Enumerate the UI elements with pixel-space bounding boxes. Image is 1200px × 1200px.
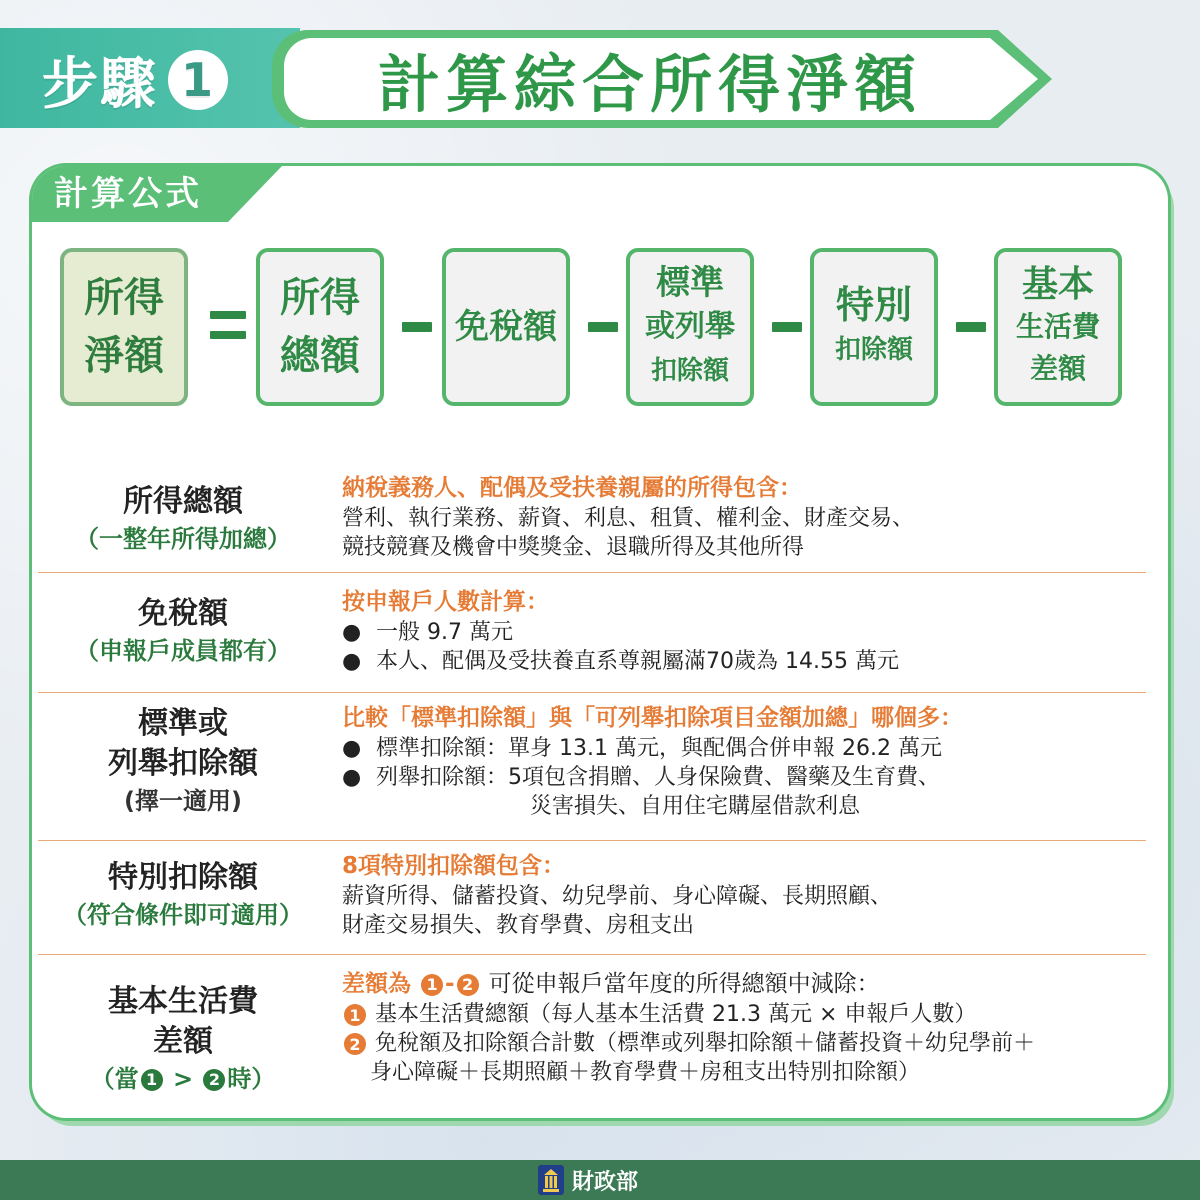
step-text: 步驟 — [42, 52, 158, 117]
formula-box-exemption — [442, 248, 570, 406]
row-subtitle: （符合條件即可適用） — [63, 901, 303, 929]
box-line: 所得 — [280, 275, 360, 321]
row-heading: 按申報戶人數計算： — [342, 589, 549, 615]
circled-number-1: 1 — [141, 1069, 163, 1091]
minus-sign — [772, 322, 802, 332]
formula-box-net-income — [60, 248, 188, 406]
formula-box-gross-income — [256, 248, 384, 406]
circled-number-1: 1 — [421, 974, 443, 996]
heading-text: - — [445, 971, 455, 997]
box-line: 淨額 — [84, 333, 164, 379]
row-subtitle: (擇一適用) — [124, 787, 242, 815]
bullet-item: ● 本人、配偶及受扶養直系尊親屬滿70歲為 14.55 萬元 — [342, 649, 899, 674]
item-2 — [342, 1029, 1142, 1058]
row-gross-income — [38, 466, 1146, 573]
subtitle-text: （當 — [90, 1065, 139, 1093]
row-content — [342, 850, 1142, 940]
minus-sign — [588, 322, 618, 332]
bullet-item: ● 一般 9.7 萬元 — [342, 620, 513, 645]
item-1 — [342, 1000, 1142, 1029]
row-line: 薪資所得、儲蓄投資、幼兒學前、身心障礙、長期照顧、 — [342, 884, 893, 909]
bullet-text: 列舉扣除額：5項包含捐贈、人身保險費、醫藥及生育費、 — [376, 765, 940, 790]
footer-org-name: 財政部 — [572, 1169, 639, 1195]
formula-box-standard-itemized — [626, 248, 754, 406]
box-line: 總額 — [280, 333, 360, 379]
box-line: 扣除額 — [834, 335, 913, 365]
row-line: 競技競賽及機會中獎獎金、退職所得及其他所得 — [342, 535, 805, 560]
row-title: 特別扣除額 — [108, 860, 258, 895]
subtitle-text: 時） — [227, 1065, 276, 1093]
step-number-badge: 1 — [168, 50, 228, 110]
circled-number-2: 2 — [457, 974, 479, 996]
row-subtitle — [38, 1062, 328, 1096]
row-title: 基本生活費 — [108, 984, 258, 1019]
bullet-text: 標準扣除額：單身 13.1 萬元，與配偶合併申報 26.2 萬元 — [376, 736, 942, 761]
row-title: 列舉扣除額 — [108, 746, 258, 781]
row-label — [38, 858, 328, 932]
bullet-item: ● 標準扣除額：單身 13.1 萬元，與配偶合併申報 26.2 萬元 — [342, 736, 942, 761]
subtitle-text: > — [172, 1065, 194, 1093]
circled-number-2: 2 — [203, 1069, 225, 1091]
circled-number-2: 2 — [344, 1033, 366, 1055]
ministry-emblem-icon — [538, 1165, 564, 1195]
formula-tab-label: 計算公式 — [54, 174, 202, 214]
page-title: 計算綜合所得淨額 — [377, 47, 922, 121]
row-heading — [342, 968, 1142, 1000]
row-special-deduction — [38, 840, 1146, 955]
bullet-item: ● 列舉扣除額：5項包含捐贈、人身保險費、醫藥及生育費、 — [342, 765, 940, 790]
row-line: 財產交易損失、教育學費、房租支出 — [342, 913, 695, 938]
step-label — [42, 40, 228, 120]
row-title: 所得總額 — [123, 484, 243, 519]
row-label — [38, 704, 328, 818]
footer-brand — [538, 1160, 638, 1200]
row-basic-living — [38, 954, 1146, 1104]
bullet-text: 一般 9.7 萬元 — [376, 620, 513, 645]
row-subtitle: （申報戶成員都有） — [75, 637, 291, 665]
row-heading: 納稅義務人、配偶及受扶養親屬的所得包含： — [342, 475, 802, 501]
box-line: 扣除額 — [650, 356, 729, 386]
item-continuation: 身心障礙＋長期照顧＋教育學費＋房租支出特別扣除額） — [370, 1060, 921, 1085]
row-exemption — [38, 572, 1146, 693]
row-line: 營利、執行業務、薪資、利息、租賃、權利金、財產交易、 — [342, 506, 915, 531]
row-standard-itemized — [38, 692, 1146, 841]
row-title: 標準或 — [138, 706, 228, 741]
row-title: 免稅額 — [138, 596, 228, 631]
box-line: 免稅額 — [455, 307, 557, 347]
box-line: 特別 — [835, 283, 912, 327]
formula-box-basic-living — [994, 248, 1122, 406]
item-text: 免稅額及扣除額合計數（標準或列舉扣除額＋儲蓄投資＋幼兒學前＋ — [375, 1031, 1036, 1056]
heading-text: 可從申報戶當年度的所得總額中減除： — [488, 971, 880, 997]
box-line: 或列舉 — [645, 309, 735, 344]
row-content — [342, 968, 1142, 1087]
row-content — [342, 586, 1142, 676]
row-title: 差額 — [153, 1024, 213, 1059]
equals-sign — [210, 311, 246, 345]
minus-sign — [956, 322, 986, 332]
box-line: 生活費 — [1015, 310, 1100, 343]
item-text: 基本生活費總額（每人基本生活費 21.3 萬元 × 申報戶人數） — [375, 1002, 977, 1027]
box-line: 差額 — [1029, 352, 1086, 385]
bullet-text: 本人、配偶及受扶養直系尊親屬滿70歲為 14.55 萬元 — [376, 649, 899, 674]
row-label — [38, 982, 328, 1096]
circled-number-1: 1 — [344, 1004, 366, 1026]
row-heading: 比較「標準扣除額」與「可列舉扣除項目金額加總」哪個多： — [342, 705, 963, 731]
row-label — [38, 594, 328, 668]
box-line: 基本 — [1021, 264, 1094, 305]
bullet-continuation: 災害損失、自用住宅購屋借款利息 — [530, 794, 861, 819]
row-content — [342, 702, 1142, 821]
formula-box-special-deduction — [810, 248, 938, 406]
row-content — [342, 472, 1142, 562]
row-subtitle: （一整年所得加總） — [75, 525, 291, 553]
box-line: 標準 — [656, 263, 724, 303]
row-heading: 8項特別扣除額包含： — [342, 853, 566, 879]
heading-text: 差額為 — [342, 971, 411, 997]
minus-sign — [402, 322, 432, 332]
box-line: 所得 — [84, 275, 164, 321]
row-label — [38, 482, 328, 556]
formula-card — [32, 166, 1168, 1118]
